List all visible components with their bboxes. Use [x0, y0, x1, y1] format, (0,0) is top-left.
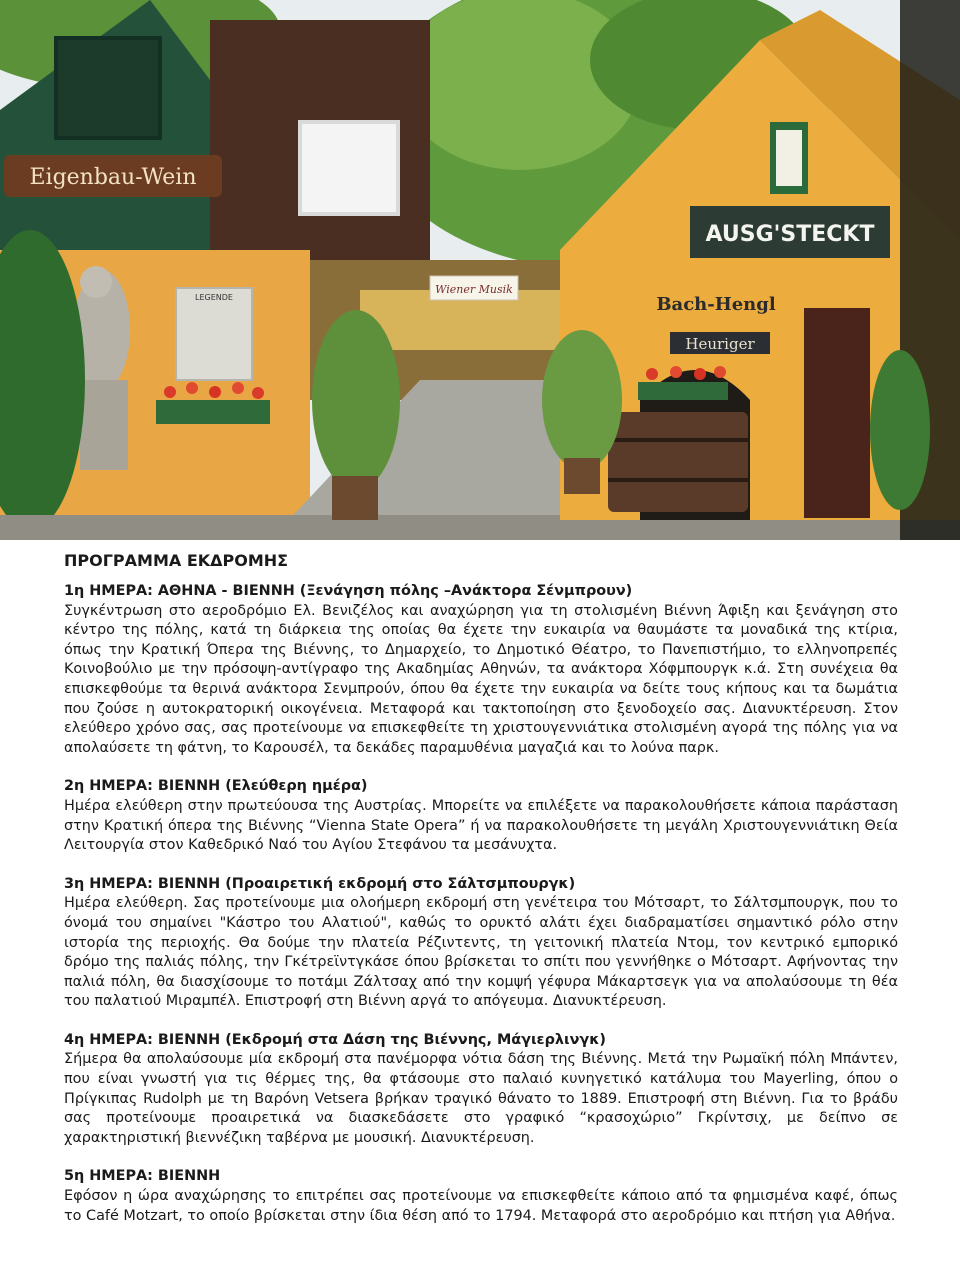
sign-eigenbau-wein: Eigenbau-Wein: [29, 165, 197, 190]
day-title: 4η ΗΜΕΡΑ: ΒΙΕΝΝΗ (Εκδρομή στα Δάση της Βιέννης, Μάγιερλινγκ): [64, 1031, 606, 1048]
day-title: 3η ΗΜΕΡΑ: ΒΙΕΝΝΗ (Προαιρετική εκδρομή στο Σάλτσμπουργκ): [64, 875, 576, 892]
day-title: 1η ΗΜΕΡΑ: ΑΘΗΝΑ - ΒΙΕΝΝΗ (Ξενάγηση πόλης –Ανάκτορα Σένμπρουν): [64, 583, 633, 599]
plaque-legende: LEGENDE: [195, 293, 233, 302]
day-description: Ημέρα ελεύθερη. Σας προτείνουμε μια ολοήμερη εκδρομή στη γενέτειρα του Μότσαρτ, το Σάλτσμπουργκ, που το όνομά του σημαίνει "Κάστρο του Αλατιού", καθώς το ορυκτό αλάτι έχει διαδραματίσει σημαντικό ρόλο στην ιστορία της περιοχής. Θα δούμε την πλατεία Ρέζιντεντς, τη γειτονική πλατεία Ντομ, τον κεντρικό εμπορικό δρόμο της παλιάς πόλης, την Γκέτρεϊντγκάσε όπου βρίσκεται το σπίτι που γεννήθηκε ο Μότσαρτ. Αφήνοντας την παλιά πόλη, θα διασχίσουμε το ποτάμι Ζάλτσαχ από την κομψή γέφυρα Μάκαρτσεγκ για να απολαύσουμε τη θέα του παλατιού Μιραμπέλ. Επιστροφή στη Βιέννη αργά το απόγευμα. Διανυκτέρευση.: [64, 895, 898, 1010]
day-description: Ημέρα ελεύθερη στην πρωτεύουσα της Αυστρίας. Μπορείτε να επιλέξετε να παρακολουθήσετε κάποια παράσταση στην Κρατική όπερα της Βιέννης “Vienna State Opera” ή να παρακολουθήσετε τη μεγάλη Χριστουγεννιάτικη Θεία Λειτουργία στον Καθεδρικό Ναό του Αγίου Στεφάνου τα μεσάνυχτα.: [64, 797, 898, 854]
day-title: 5η ΗΜΕΡΑ: ΒΙΕΝΝΗ: [64, 1168, 221, 1185]
day-section: [64, 777, 898, 855]
sign-ausgsteckt: AUSG'STECKT: [705, 222, 875, 247]
sign-wiener-musik: Wiener Musik: [435, 283, 513, 296]
day-description: Εφόσον η ώρα αναχώρησης το επιτρέπει σας προτείνουμε να επισκεφθείτε κάποιο από τα φημισμένα καφέ, όπως το Café Motzart, το οποίο βρίσκεται στην ίδια θέση από το 1794. Μεταφορά στο αεροδρόμιο και πτήση για Αθήνα.: [64, 1188, 898, 1224]
day-description: Συγκέντρωση στο αεροδρόμιο Ελ. Βενιζέλος και αναχώρηση για τη στολισμένη Βιέννη Άφιξη και ξενάγηση στο κέντρο της πόλης, κατά τη διάρκεια της οποίας θα έχετε την ευκαιρία να θαυμάστε τα μοναδικά της κτίρια, όπως την Κρατική Όπερα της Βιέννης, το Δημαρχείο, το Δημοτικό Θέατρο, το Πανεπιστήμιο, το ελληνοπρεπές Κοινοβούλιο με την πρόσοψη-αντίγραφο της Ακαδημίας Αθηνών, τα ανάκτορα Χόφμπουργκ κ.ά. Στη συνέχεια θα επισκεφθούμε τα θερινά ανάκτορα Σενμπρούν, όπου θα έχετε την ευκαιρία να δείτε τους κήπους και τα δωμάτια που ζούσε η αυτοκρατορική οικογένεια. Μεταφορά και τακτοποίηση στο ξενοδοχείο σας. Διανυκτέρευση. Στον ελεύθερο χρόνο σας, σας προτείνουμε να επισκεφθείτε τη χριστουγεννιάτικα στολισμένη αγορά της πόλης για να απολαύσετε τη φάτνη, το Καρουσέλ, τα δεκάδες παραμυθένια μαγαζιά και το λούνα παρκ.: [64, 602, 898, 756]
sign-bach-hengl: Bach-Hengl: [656, 294, 776, 315]
itinerary: [64, 548, 898, 1226]
day-section: [64, 582, 898, 758]
sign-heuriger: Heuriger: [685, 335, 755, 353]
document-title: ΠΡΟΓΡΑΜΜΑ ΕΚΔΡΟΜΗΣ: [64, 551, 289, 570]
header-photo: [0, 0, 960, 540]
day-section: [64, 1031, 898, 1149]
day-title: 2η ΗΜΕΡΑ: ΒΙΕΝΝΗ (Ελεύθερη ημέρα): [64, 778, 368, 795]
day-section: [64, 1167, 898, 1226]
day-description: Σήμερα θα απολαύσουμε μία εκδρομή στα πανέμορφα νότια δάση της Βιέννης. Μετά την Ρωμαϊκή πόλη Μπάντεν, που είναι γνωστή για τις θέρμες της, θα φτάσουμε στο παλαιό κυνηγετικό κατάλυμα του Mayerling, όπου ο Πρίγκιπας Rudolph με τη Βαρόνη Vetsera βρήκαν τραγικό θάνατο το 1889. Επιστροφή στη Βιέννη. Για το βράδυ σας προτείνουμε προαιρετικά να διασκεδάσετε στο γραφικό “κρασοχώριο” Γκρίντσιχ, με δείπνο σε χαρακτηριστική βιεννέζικη ταβέρνα με μουσική. Διανυκτέρευση.: [64, 1051, 898, 1146]
day-section: [64, 875, 898, 1012]
